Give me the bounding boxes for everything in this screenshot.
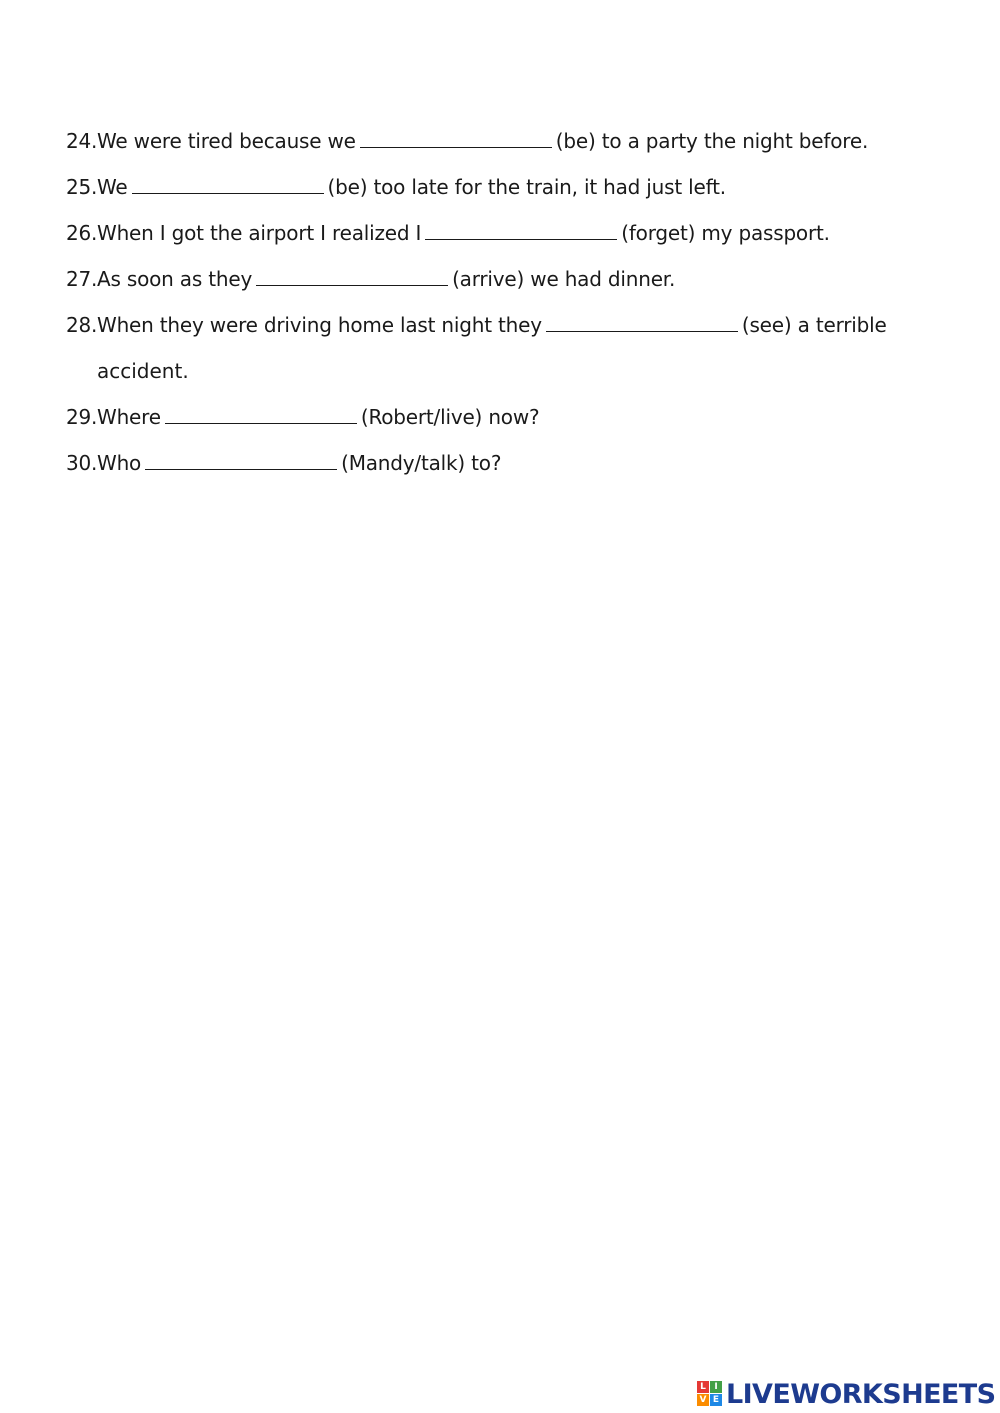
question-28 [66,302,946,348]
question-text-before: We [97,175,128,199]
question-29 [66,394,946,440]
answer-blank-25[interactable] [132,175,324,194]
question-text-after: (see) a terrible [741,313,887,337]
question-number: 24. [66,129,98,153]
question-number: 27. [66,267,98,291]
question-text-after: (Mandy/talk) to? [341,451,502,475]
question-text-after: (arrive) we had dinner. [452,267,676,291]
question-text-before: We were tired because we [97,129,356,153]
logo-letter: L [697,1381,709,1393]
question-text-before: Who [97,451,142,475]
answer-blank-27[interactable] [256,267,448,286]
question-text-before: Where [97,405,161,429]
logo-letter: I [710,1381,722,1393]
answer-blank-26[interactable] [425,221,617,240]
brand-name: LIVEWORKSHEETS [726,1378,996,1410]
question-text-after: (be) too late for the train, it had just left. [327,175,726,199]
question-number: 29. [66,405,98,429]
logo-letter: E [710,1394,722,1406]
question-30 [66,440,946,486]
logo-letter: V [697,1394,709,1406]
question-28-continuation: accident. [97,359,189,383]
question-text-before: When they were driving home last night they [97,313,542,337]
question-number: 26. [66,221,98,245]
liveworksheets-brand [697,1378,995,1410]
question-25 [66,164,946,210]
question-number: 28. [66,313,98,337]
question-text-after: (Robert/live) now? [360,405,540,429]
worksheet-questions [66,118,946,486]
liveworksheets-logo-icon [697,1381,723,1407]
answer-blank-29[interactable] [165,405,357,424]
question-number: 25. [66,175,98,199]
question-text-before: When I got the airport I realized I [97,221,422,245]
answer-blank-30[interactable] [145,451,337,470]
question-24 [66,118,946,164]
question-27 [66,256,946,302]
question-text-after: (be) to a party the night before. [555,129,869,153]
question-26 [66,210,946,256]
answer-blank-24[interactable] [360,129,552,148]
question-number: 30. [66,451,98,475]
question-text-before: As soon as they [97,267,253,291]
question-text-after: (forget) my passport. [621,221,830,245]
answer-blank-28[interactable] [546,313,738,332]
